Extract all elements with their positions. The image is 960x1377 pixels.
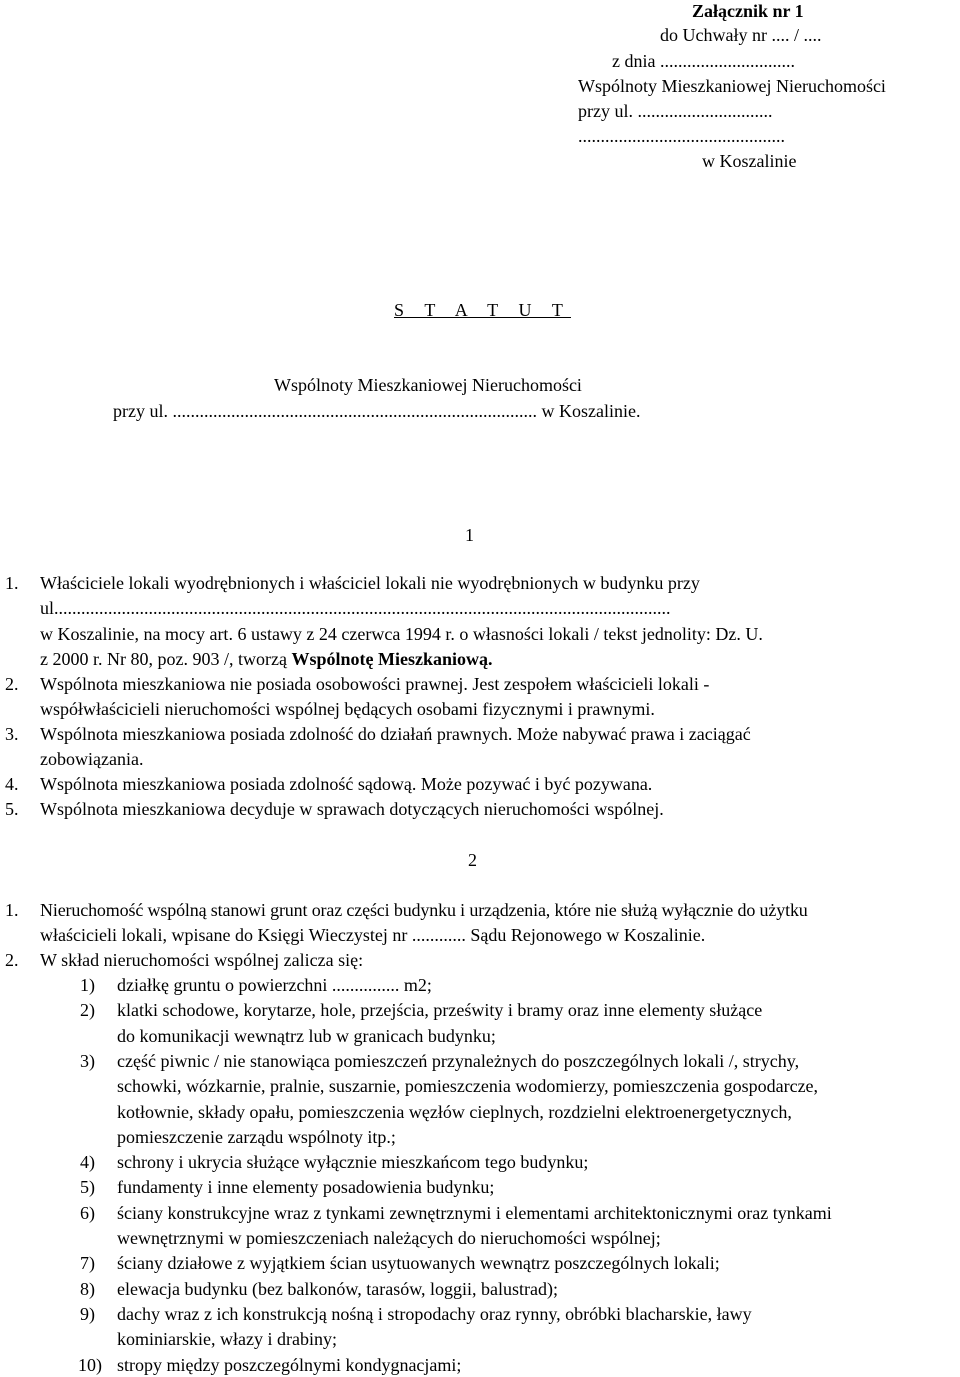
component-item-number: 2): [80, 999, 95, 1023]
s1-p1-line-2: ul.........................................................................................................................................: [40, 597, 671, 621]
attachment-line-1: do Uchwały nr .... / ....: [660, 24, 821, 48]
s1-p3-number: 3.: [5, 723, 19, 747]
attachment-line-5: ..............................................: [578, 125, 785, 149]
component-item-line: kotłownie, składy opału, pomieszczenia węzłów cieplnych, rozdzielni elektroenergetycznych,: [117, 1101, 792, 1125]
community-name: Wspólnotę Mieszkaniową.: [291, 649, 492, 669]
s2-p2-number: 2.: [5, 949, 19, 973]
component-item-line: stropy między poszczególnymi kondygnacjami;: [117, 1354, 461, 1377]
s1-p5-line-1: Wspólnota mieszkaniowa decyduje w sprawach dotyczących nieruchomości wspólnej.: [40, 798, 664, 822]
attachment-line-3: Wspólnoty Mieszkaniowej Nieruchomości: [578, 75, 886, 99]
component-item-line: ściany działowe z wyjątkiem ścian usytuowanych wewnątrz poszczególnych lokali;: [117, 1252, 720, 1276]
s1-p1-line-4: [40, 648, 492, 672]
component-item-line: dachy wraz z ich konstrukcją nośną i stropodachy oraz rynny, obróbki blacharskie, ławy: [117, 1303, 752, 1327]
attachment-line-4: przy ul. ..............................: [578, 100, 772, 124]
attachment-title: Załącznik nr 1: [692, 0, 804, 24]
component-item-number: 5): [80, 1176, 95, 1200]
component-item-number: 10): [78, 1354, 102, 1377]
s1-p3-line-2: zobowiązania.: [40, 748, 143, 772]
attachment-line-6: w Koszalinie: [702, 150, 796, 174]
s1-p2-number: 2.: [5, 673, 19, 697]
s1-p1-line-3: w Koszalinie, na mocy art. 6 ustawy z 24 czerwca 1994 r. o własności lokali / tekst jednolity: Dz. U.: [40, 623, 763, 647]
s2-p1-line-2: właścicieli lokali, wpisane do Księgi Wieczystej nr ............ Sądu Rejonowego w Koszalinie.: [40, 924, 705, 948]
s1-p1-line-1: Właściciele lokali wyodrębnionych i właściciel lokali nie wyodrębnionych w budynku przy: [40, 572, 700, 596]
component-item-line: część piwnic / nie stanowiąca pomieszczeń przynależnych do poszczególnych lokali /, strychy,: [117, 1050, 799, 1074]
component-item-line: wewnętrznymi w pomieszczeniach należących do nieruchomości wspólnej;: [117, 1227, 661, 1251]
component-item-number: 9): [80, 1303, 95, 1327]
document-title: S T A T U T: [394, 299, 571, 323]
subtitle-line-1: Wspólnoty Mieszkaniowej Nieruchomości: [274, 374, 582, 398]
s1-p2-line-1: Wspólnota mieszkaniowa nie posiada osobowości prawnej. Jest zespołem właścicieli lokali -: [40, 673, 709, 697]
component-item-number: 8): [80, 1278, 95, 1302]
component-item-line: schrony i ukrycia służące wyłącznie mieszkańcom tego budynku;: [117, 1151, 588, 1175]
s1-p1-number: 1.: [5, 572, 19, 596]
s1-p4-line-1: Wspólnota mieszkaniowa posiada zdolność sądową. Może pozywać i być pozywana.: [40, 773, 652, 797]
component-item-line: elewacja budynku (bez balkonów, tarasów, loggii, balustrad);: [117, 1278, 558, 1302]
component-item-number: 1): [80, 974, 95, 998]
s1-p5-number: 5.: [5, 798, 19, 822]
subtitle-line-2: przy ul. ................................................................................. w Koszalinie.: [113, 400, 640, 424]
s2-p1-number: 1.: [5, 899, 19, 923]
component-item-number: 4): [80, 1151, 95, 1175]
component-item-number: 7): [80, 1252, 95, 1276]
attachment-line-2: z dnia ..............................: [612, 50, 795, 74]
section-1-label: 1: [465, 524, 474, 548]
s2-p2-line-1: W skład nieruchomości wspólnej zalicza się:: [40, 949, 363, 973]
component-item-line: pomieszczenie zarządu wspólnoty itp.;: [117, 1126, 396, 1150]
component-item-line: klatki schodowe, korytarze, hole, przejścia, prześwity i bramy oraz inne elementy służące: [117, 999, 762, 1023]
component-item-line: fundamenty i inne elementy posadowienia budynku;: [117, 1176, 494, 1200]
s1-p2-line-2: współwłaścicieli nieruchomości wspólnej będących osobami fizycznymi i prawnymi.: [40, 698, 655, 722]
component-item-line: działkę gruntu o powierzchni ............... m2;: [117, 974, 432, 998]
section-2-label: 2: [468, 849, 477, 873]
component-item-number: 3): [80, 1050, 95, 1074]
component-item-line: do komunikacji wewnątrz lub w granicach budynku;: [117, 1025, 496, 1049]
s2-p1-line-1: Nieruchomość wspólną stanowi grunt oraz części budynku i urządzenia, które nie służą wyłącznie do użytku: [40, 899, 808, 923]
component-item-line: ściany konstrukcyjne wraz z tynkami zewnętrznymi i elementami architektonicznymi oraz tynkami: [117, 1202, 832, 1226]
s1-p1-line-4-text: z 2000 r. Nr 80, poz. 903 /, tworzą: [40, 649, 291, 669]
component-item-number: 6): [80, 1202, 95, 1226]
s1-p3-line-1: Wspólnota mieszkaniowa posiada zdolność do działań prawnych. Może nabywać prawa i zaciągać: [40, 723, 751, 747]
component-item-line: schowki, wózkarnie, pralnie, suszarnie, pomieszczenia wodomierzy, pomieszczenia gospodarcze,: [117, 1075, 818, 1099]
s1-p4-number: 4.: [5, 773, 19, 797]
component-item-line: kominiarskie, włazy i drabiny;: [117, 1328, 337, 1352]
